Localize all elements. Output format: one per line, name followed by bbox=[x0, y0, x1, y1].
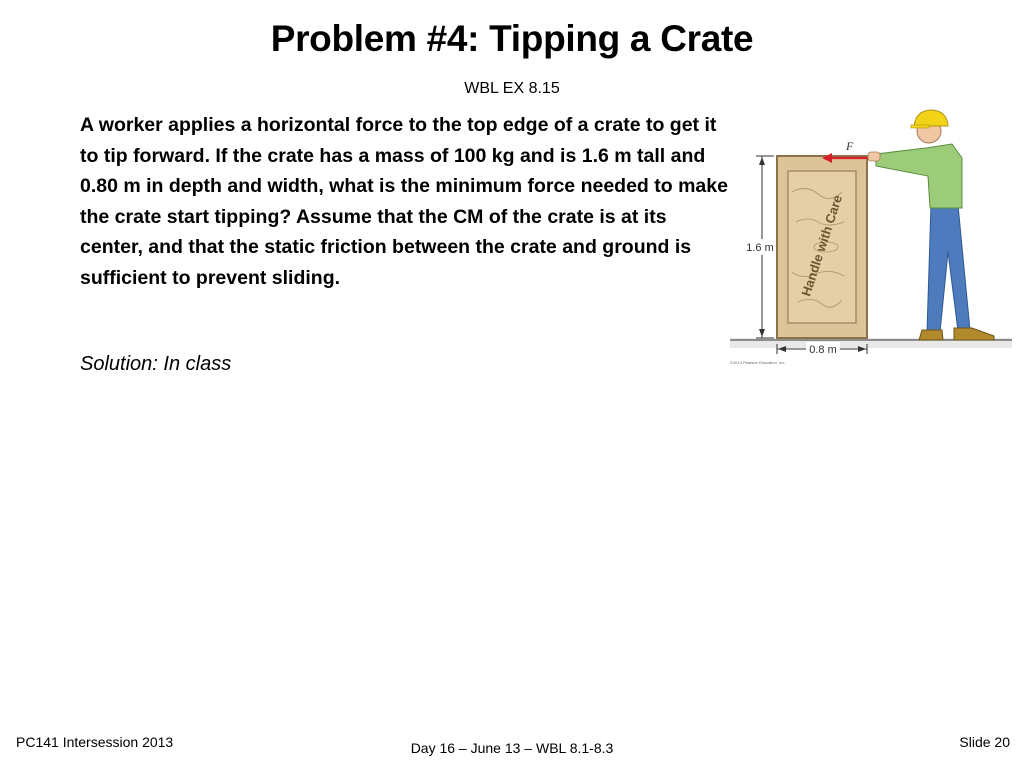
slide-title: Problem #4: Tipping a Crate bbox=[270, 18, 754, 59]
crate-tipping-figure bbox=[726, 102, 1016, 370]
footer-slide-number: Slide 20 bbox=[959, 734, 1010, 750]
figure-copyright: ©2014 Pearson Education, Inc. bbox=[730, 360, 786, 365]
hardhat bbox=[914, 110, 948, 126]
problem-statement: A worker applies a horizontal force to the top edge of a crate to get it to tip forward. If the crate has a mass of 100 kg and is 1.6 m tall and 0.80 m in depth and width, what is the minimum force needed to make the crate start tipping? Assume that the CM of the crate is at its center, and that the static friction between the crate and ground is sufficient to prevent sliding. bbox=[80, 114, 728, 289]
height-label: 1.6 m bbox=[746, 242, 774, 254]
worker-boots bbox=[919, 328, 994, 340]
worker-figure bbox=[868, 110, 994, 340]
worker-shirt bbox=[876, 144, 962, 208]
worker-jeans bbox=[927, 205, 970, 332]
height-arrow-bottom bbox=[759, 329, 765, 337]
solution-note: Solution: In class bbox=[80, 353, 232, 375]
crate-label: Handle with Care bbox=[798, 193, 846, 299]
worker-hand bbox=[868, 152, 880, 161]
footer-day: Day 16 – June 13 – WBL 8.1-8.3 bbox=[410, 740, 614, 756]
slide-subtitle: WBL EX 8.15 bbox=[464, 80, 560, 97]
height-arrow-top bbox=[759, 157, 765, 165]
force-label: F bbox=[846, 139, 854, 153]
width-label: 0.8 m bbox=[809, 344, 837, 356]
footer-course: PC141 Intersession 2013 bbox=[16, 734, 174, 750]
